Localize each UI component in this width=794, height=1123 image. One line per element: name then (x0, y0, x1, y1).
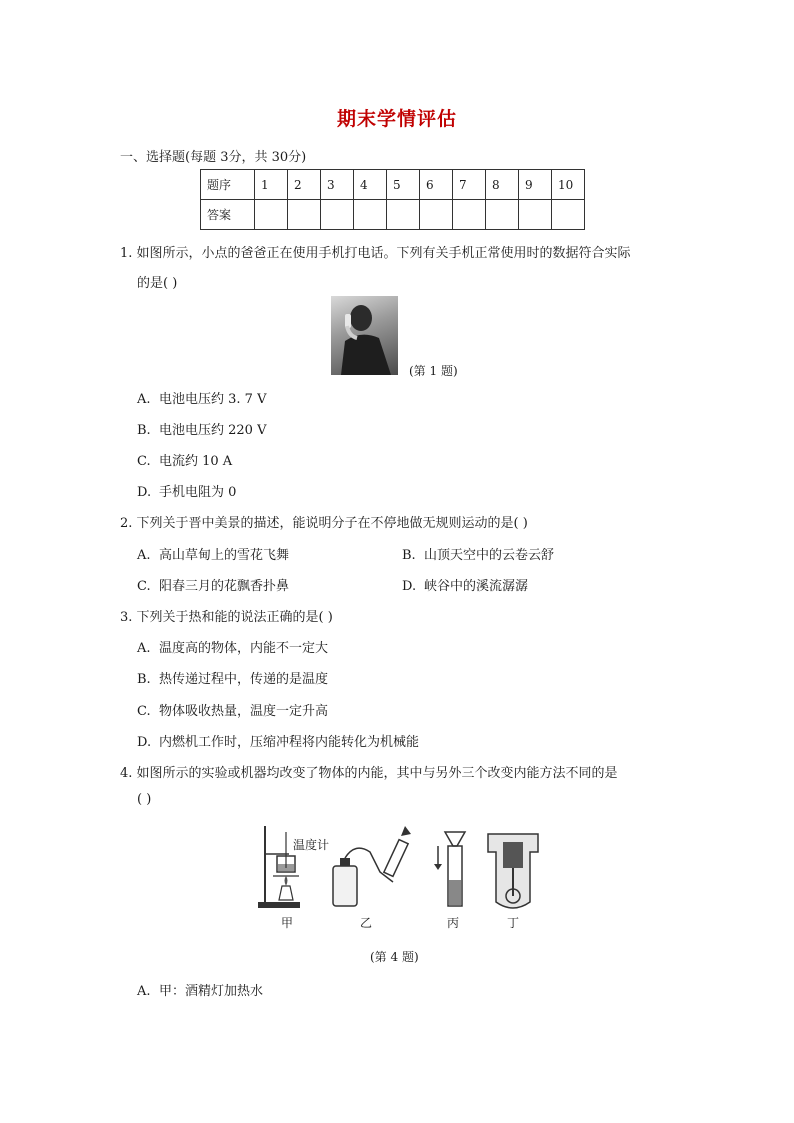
thermometer-label: 温度计 (293, 838, 330, 852)
question-3-stem: 3. 下列关于热和能的说法正确的是( ) (120, 610, 333, 625)
figure-4-apparatus (255, 822, 555, 932)
figure-label-yi: 乙 (360, 916, 373, 930)
section-heading: 一、选择题(每题 3分，共 30分) (120, 150, 307, 165)
option-label: B. (402, 548, 416, 563)
question-3-option-d[interactable] (137, 731, 419, 750)
option-text: 甲：酒精灯加热水 (159, 984, 264, 999)
option-label: A. (137, 392, 151, 407)
question-2-stem: 2. 下列关于晋中美景的描述，能说明分子在不停地做无规则运动的是( ) (120, 516, 528, 531)
option-text: 峡谷中的溪流潺潺 (424, 579, 529, 594)
option-label: A. (137, 548, 151, 563)
option-text: 山顶天空中的云卷云舒 (424, 548, 555, 563)
question-number-cell: 5 (387, 170, 420, 200)
answer-cell[interactable] (255, 200, 288, 230)
option-label: A. (137, 641, 151, 656)
question-number-cell: 1 (255, 170, 288, 200)
answer-cell[interactable] (486, 200, 519, 230)
answer-cell[interactable] (387, 200, 420, 230)
page-title: 期末学情评估 (336, 108, 457, 130)
question-1-stem: 1. 如图所示，小点的爸爸正在使用手机打电话。下列有关手机正常使用时的数据符合实际 (120, 246, 631, 261)
question-2-option-d[interactable] (402, 575, 528, 594)
question-3-option-c[interactable] (137, 700, 328, 719)
question-number-cell: 2 (288, 170, 321, 200)
row-header-question-number: 题序 (201, 170, 255, 200)
option-label: D. (137, 485, 152, 500)
option-text: 高山草甸上的雪花飞舞 (159, 548, 290, 563)
option-label: B. (137, 423, 151, 438)
answer-cell[interactable] (519, 200, 552, 230)
option-text: 手机电阻为 0 (159, 485, 237, 500)
question-number-cell: 6 (420, 170, 453, 200)
question-1-option-c[interactable] (137, 450, 232, 469)
option-label: D. (137, 735, 152, 750)
question-2-option-c[interactable] (137, 575, 289, 594)
question-number-cell: 3 (321, 170, 354, 200)
figure-label-bing: 丙 (447, 916, 460, 930)
question-4-stem: 4. 如图所示的实验或机器均改变了物体的内能，其中与另外三个改变内能方法不同的是 (120, 766, 618, 781)
option-text: 温度高的物体，内能不一定大 (159, 641, 329, 656)
option-text: 阳春三月的花飘香扑鼻 (159, 579, 290, 594)
answer-cell[interactable] (453, 200, 486, 230)
answer-cell[interactable] (420, 200, 453, 230)
question-number-cell: 9 (519, 170, 552, 200)
question-1-option-d[interactable] (137, 481, 236, 500)
option-label: C. (137, 454, 151, 469)
table-row (201, 170, 585, 200)
option-label: D. (402, 579, 417, 594)
question-1-option-b[interactable] (137, 419, 266, 438)
figure-label-ding: 丁 (507, 916, 520, 930)
question-number-cell: 4 (354, 170, 387, 200)
answer-cell[interactable] (321, 200, 354, 230)
answer-cell[interactable] (354, 200, 387, 230)
option-label: A. (137, 984, 151, 999)
question-2-option-a[interactable] (137, 544, 289, 563)
row-header-answer: 答案 (201, 200, 255, 230)
figure-4-caption: (第 4 题) (370, 950, 419, 964)
option-text: 物体吸收热量，温度一定升高 (159, 704, 329, 719)
question-number-cell: 8 (486, 170, 519, 200)
option-label: B. (137, 672, 151, 687)
figure-label-jia: 甲 (281, 916, 294, 930)
question-number-cell: 10 (552, 170, 585, 200)
question-4-stem-cont: ( ) (137, 792, 152, 807)
question-3-option-b[interactable] (137, 668, 328, 687)
figure-1-caption: (第 1 题) (409, 364, 458, 378)
question-3-option-a[interactable] (137, 637, 328, 656)
answer-table (200, 169, 585, 230)
phone-call-photo (331, 296, 398, 375)
option-text: 电流约 10 A (159, 454, 233, 469)
question-2-option-b[interactable] (402, 544, 554, 563)
answer-cell[interactable] (288, 200, 321, 230)
option-text: 电池电压约 3. 7 V (159, 392, 267, 407)
answer-cell[interactable] (552, 200, 585, 230)
option-text: 热传递过程中，传递的是温度 (159, 672, 329, 687)
option-text: 内燃机工作时，压缩冲程将内能转化为机械能 (159, 735, 420, 750)
question-1-stem-cont: 的是( ) (137, 276, 178, 291)
table-row (201, 200, 585, 230)
option-text: 电池电压约 220 V (159, 423, 267, 438)
question-4-option-a[interactable] (137, 980, 263, 999)
option-label: C. (137, 579, 151, 594)
question-1-option-a[interactable] (137, 388, 266, 407)
option-label: C. (137, 704, 151, 719)
question-number-cell: 7 (453, 170, 486, 200)
